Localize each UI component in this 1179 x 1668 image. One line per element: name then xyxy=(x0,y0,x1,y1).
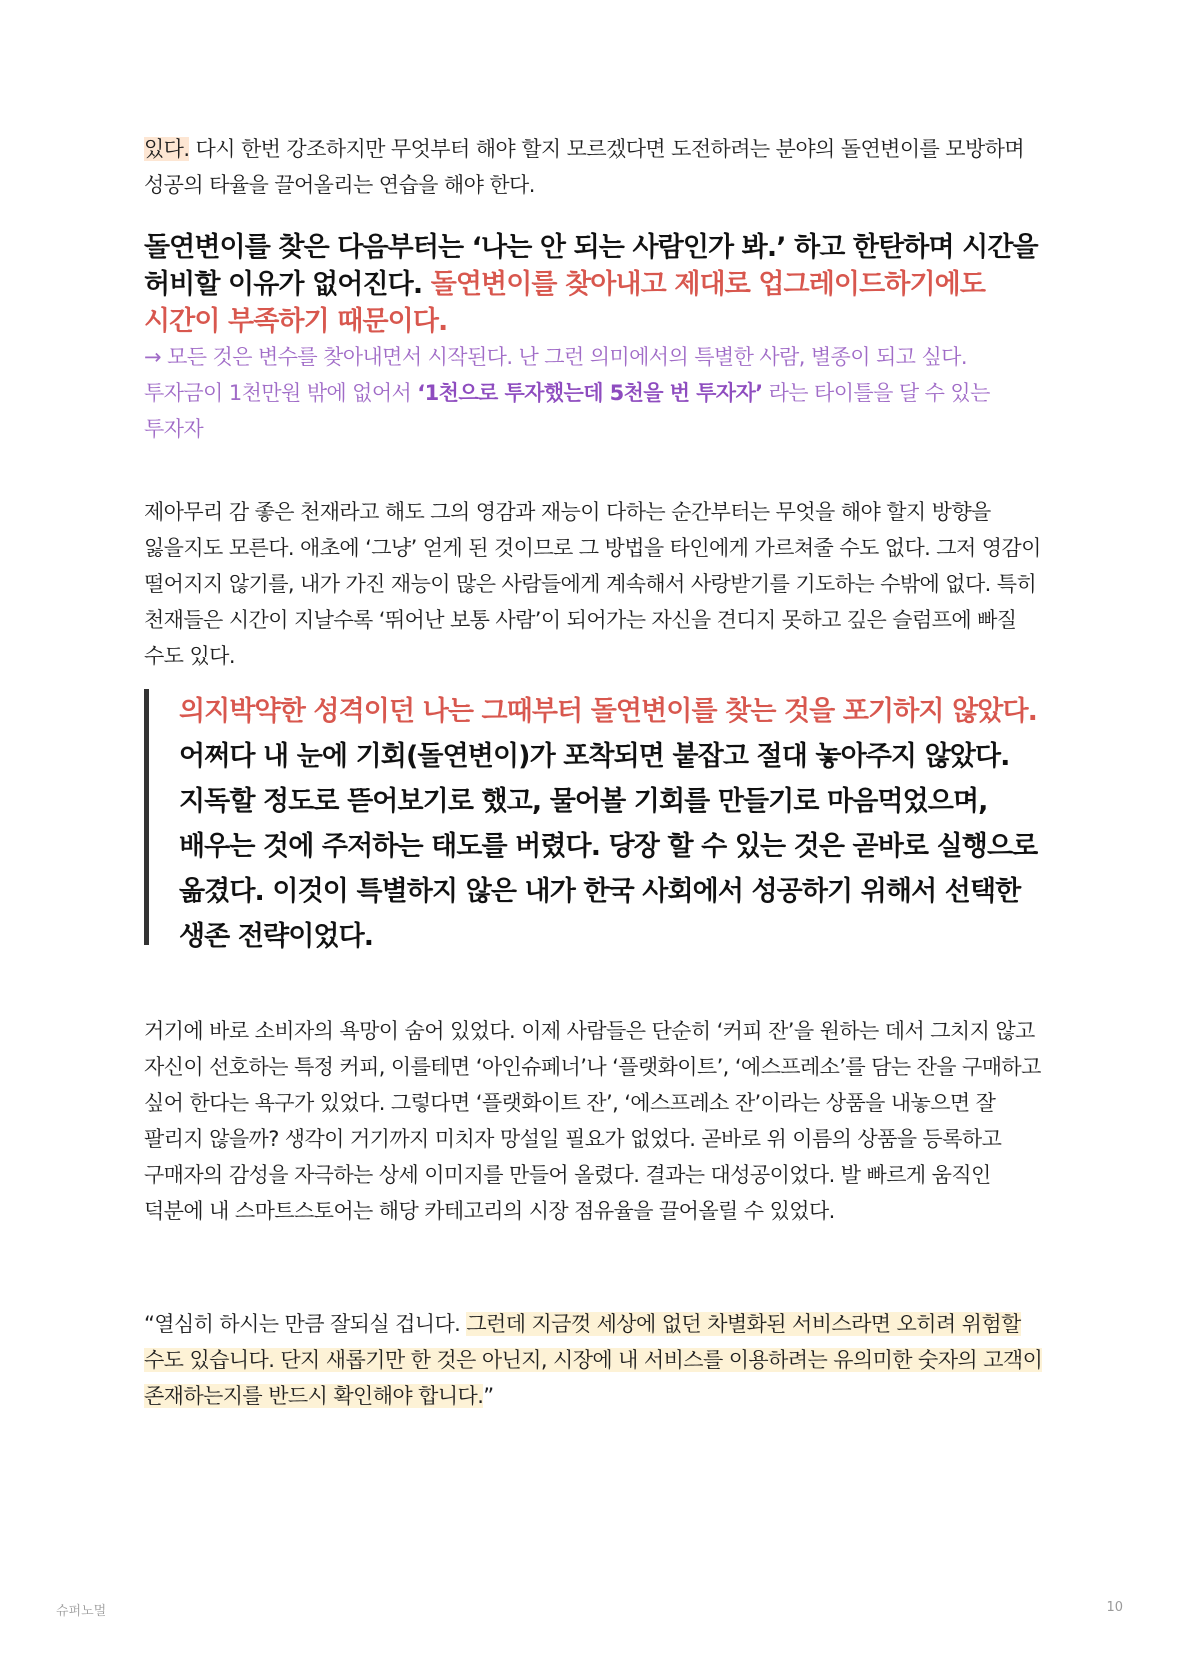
paragraph-text: 제아무리 감 좋은 천재라고 해도 그의 영감과 재능이 다하는 순간부터는 무엇을 해야 할지 방향을 잃을지도 모른다. 애초에 ‘그냥’ 얻게 된 것이므로 그 방법을 타인에게 가르쳐줄 수도 없다. 그저 영감이 떨어지지 않기를, 내가 가진 재능이 많은 사람들에게 계속해서 사랑받기를 기도하는 수밖에 없다. 특히 천재들은 시간이 지날수록 ‘뛰어난 보통 사람’이 되어가는 자신을 견디지 못하고 깊은 슬럼프에 빠질 수도 있다. xyxy=(144,500,1041,668)
footer-brand: 슈퍼노멀 xyxy=(56,1604,107,1619)
note-bold-text: ‘1천으로 투자했는데 5천을 번 투자자’ xyxy=(417,381,763,405)
quote-red-text: 의지박약한 성격이던 나는 그때부터 돌연변이를 찾는 것을 포기하지 않았다. xyxy=(179,696,1037,727)
page-number: 10 xyxy=(1106,1600,1123,1615)
closing-quote: ” xyxy=(483,1384,494,1408)
heading-red-text: 돌연변이를 찾아내고 제대로 업그레이드하기에도 시간이 부족하기 때문이다. xyxy=(144,269,986,337)
heading-mutant xyxy=(144,229,1044,340)
highlighted-text: 있다. xyxy=(144,137,190,161)
paragraph-text: “열심히 하시는 만큼 잘되실 겁니다. xyxy=(144,1312,467,1336)
paragraph-intro xyxy=(144,131,1044,203)
note-text-end: 라는 타이틀을 달 수 있는 투자자 xyxy=(144,381,990,441)
paragraph-text: 거기에 바로 소비자의 욕망이 숨어 있었다. 이제 사람들은 단순히 ‘커피 잔’을 원하는 데서 그치지 않고 자신이 선호하는 특정 커피, 이를테면 ‘아인슈페너’나 ‘플랫화이트’, ‘에스프레소’를 담는 잔을 구매하고 싶어 한다는 욕구가 있었다. 그렇다면 ‘플랫화이트 잔’, ‘에스프레소 잔’이라는 상품을 내놓으면 잘 팔리지 않을까? 생각이 거기까지 미치자 망설일 필요가 없었다. 곧바로 위 이름의 상품을 등록하고 구매자의 감성을 자극하는 상세 이미지를 만들어 올렸다. 결과는 대성공이었다. 발 빠르게 움직인 덕분에 내 스마트스토어는 해당 카테고리의 시장 점유율을 끌어올릴 수 있었다. xyxy=(144,1019,1041,1223)
paragraph-text: 다시 한번 강조하지만 무엇부터 해야 할지 모르겠다면 도전하려는 분야의 돌연변이를 모방하며 성공의 타율을 끌어올리는 연습을 해야 한다. xyxy=(144,137,1025,197)
highlighted-text: 그런데 지금껏 세상에 없던 차별화된 서비스라면 오히려 위험할 수도 있습니다. 단지 새롭기만 한 것은 아닌지, 시장에 내 서비스를 이용하려는 유의미한 숫자의 고객이 존재하는지를 반드시 확인해야 합니다. xyxy=(144,1312,1043,1408)
quote-text: 어쩌다 내 눈에 기회(돌연변이)가 포착되면 붙잡고 절대 놓아주지 않았다. 지독할 정도로 뜯어보기로 했고, 물어볼 기회를 만들기로 마음먹었으며, 배우는 것에 주저하는 태도를 버렸다. 당장 할 수 있는 것은 곧바로 실행으로 옮겼다. 이것이 특별하지 않은 내가 한국 사회에서 성공하기 위해서 선택한 생존 전략이었다. xyxy=(179,741,1038,952)
paragraph-quote-advice xyxy=(144,1306,1044,1414)
blockquote-strategy xyxy=(144,689,1044,952)
paragraph-genius xyxy=(144,494,1044,674)
note-investor xyxy=(144,339,1044,447)
paragraph-consumer xyxy=(144,1013,1044,1229)
heading-text: 돌연변이를 찾은 다음부터는 ‘나는 안 되는 사람인가 봐.’ 하고 한탄하며 시간을 허비할 이유가 없어진다. xyxy=(144,232,1038,300)
note-text: → 모든 것은 변수를 찾아내면서 시작된다. 난 그런 의미에서의 특별한 사람, 별종이 되고 싶다. 투자금이 1천만원 밖에 없어서 xyxy=(144,345,967,405)
